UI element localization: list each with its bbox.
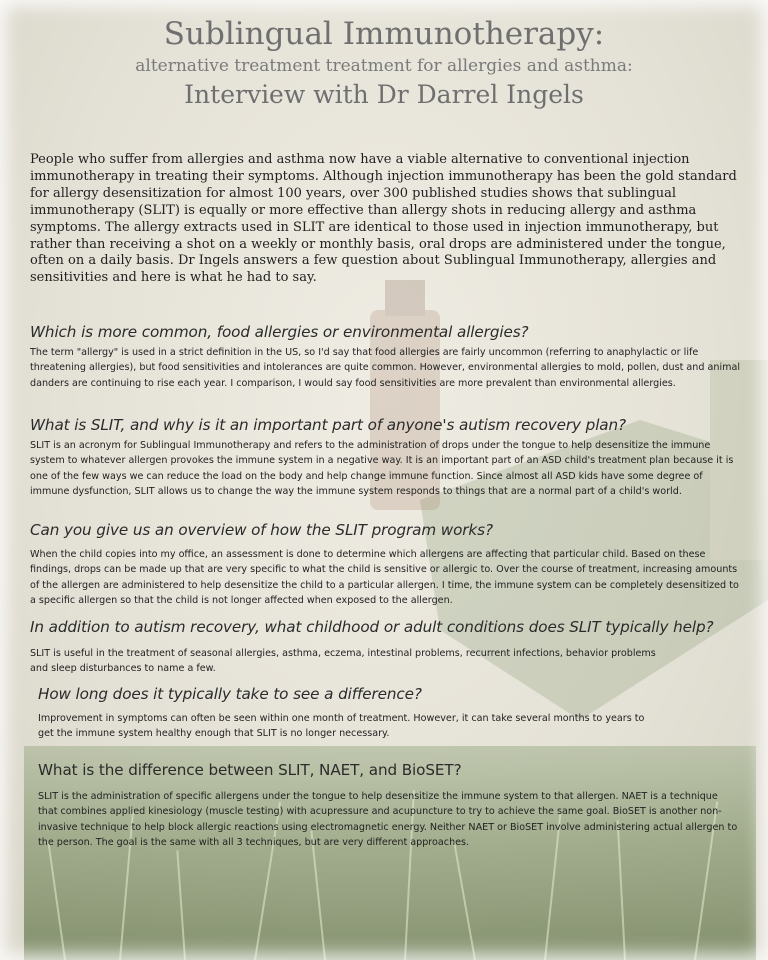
answer-text: SLIT is useful in the treatment of seasonal allergies, asthma, eczema, intestinal problems, recurrent infections, behavior problems and sleep disturbances to name a few. (30, 648, 656, 675)
qa-section (30, 322, 742, 391)
question-heading: What is the difference between SLIT, NAET, and BioSET? (38, 761, 462, 779)
qa-section (30, 617, 742, 677)
question-heading: Can you give us an overview of how the SLIT program works? (30, 521, 493, 539)
question-heading: What is SLIT, and why is it an important part of anyone's autism recovery plan? (30, 416, 627, 434)
answer-text: The term "allergy" is used in a strict definition in the US, so I'd say that food allergies are fairly uncommon (referring to anaphylactic or life threatening allergies), but food sensitivities and intolerances are quite common. However, environmental allergies to mold, pollen, dust and animal danders are continuing to rise each year. I comparison, I would say food sensitivities are more prevalent than environmental allergies. (30, 347, 741, 389)
qa-section (38, 684, 750, 742)
intro-paragraph: People who suffer from allergies and asthma now have a viable alternative to conventional injection immunotherapy in treating their symptoms. Although injection immunotherapy has been the gold standard for allergy desensitization for almost 100 years, over 300 published studies shows that sublingual immunotherapy (SLIT) is equally or more effective than allergy shots in reducing allergy and asthma symptoms. The allergy extracts used in SLIT are identical to those used in injection immunotherapy, but rather than receiving a shot on a weekly or monthly basis, oral drops are administered under the tongue, often on a daily basis. Dr Ingels answers a few question about Sublingual Immunotherapy, allergies and sensitivities and here is what he had to say. (30, 152, 737, 286)
title-block (0, 14, 768, 112)
answer-text: SLIT is an acronym for Sublingual Immunotherapy and refers to the administration of drops under the tongue to help desensitize the immune system to whatever allergen provokes the immune system in a negative way. It is an important part of an ASD child's treatment plan because it is one of the few ways we can reduce the load on the body and help change immune function. Since almost all ASD kids have some degree of immune dysfunction, SLIT allows us to change the way the immune system responds to things that are a normal part of a child's world. (30, 440, 734, 497)
page-subtitle: alternative treatment treatment for allergies and asthma: (135, 56, 633, 76)
qa-section (30, 520, 742, 608)
question-heading: Which is more common, food allergies or environmental allergies? (30, 323, 529, 341)
question-heading: In addition to autism recovery, what childhood or adult conditions does SLIT typically help? (30, 618, 714, 636)
question-heading: How long does it typically take to see a difference? (38, 685, 422, 703)
interview-title: Interview with Dr Darrel Ingels (184, 80, 584, 109)
answer-text: Improvement in symptoms can often be seen within one month of treatment. However, it can take several months to years to get the immune system healthy enough that SLIT is no longer necessary. (38, 713, 645, 740)
answer-text: When the child copies into my office, an assessment is done to determine which allergens are affecting that particular child. Based on these findings, drops can be made up that are very specific to what the child is sensitive or allergic to. Over the course of treatment, increasing amounts of the allergen are administered to help desensitize the child to a particular allergen. I time, the immune system can be completely desensitized to a specific allergen so that the child is not longer affected when exposed to the allergen. (30, 549, 739, 606)
answer-text: SLIT is the administration of specific allergens under the tongue to help desensitize the immune system to that allergen. NAET is a technique that combines applied kinesiology (muscle testing) with acupressure and acupuncture to try to achieve the same goal. BioSET is another non-invasive technique to help block allergic reactions using electromagnetic energy. Neither NAET or BioSET involve administering actual allergen to the person. The goal is the same with all 3 techniques, but are very different approaches. (38, 791, 738, 848)
qa-section (30, 415, 742, 499)
page-title: Sublingual Immunotherapy: (163, 16, 605, 52)
qa-section (38, 760, 738, 850)
